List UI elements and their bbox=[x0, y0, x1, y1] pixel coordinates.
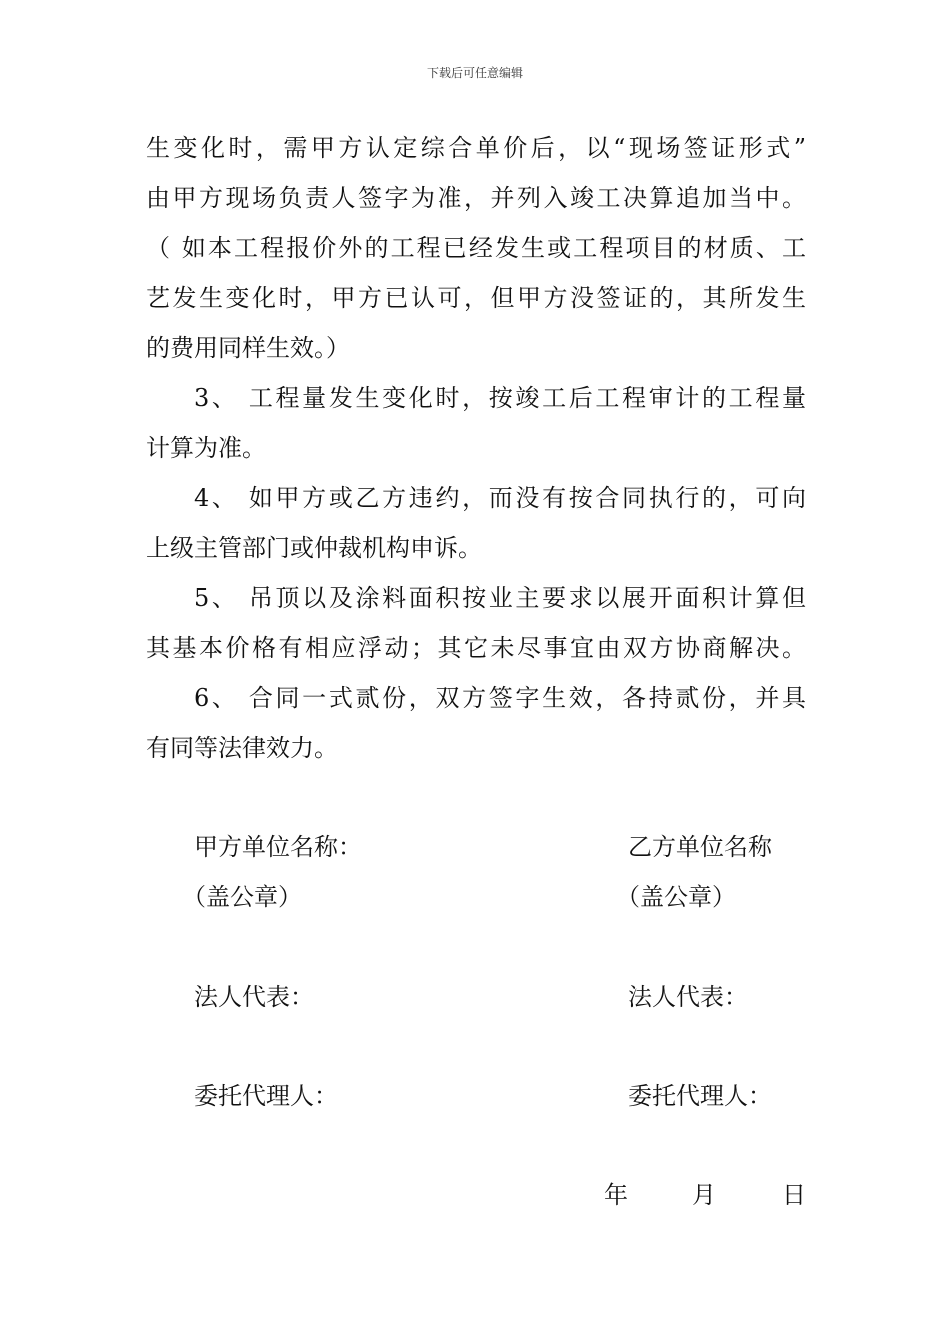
party-b-legal-rep-label: 法人代表： bbox=[628, 983, 748, 1011]
clause-5-line-2: 其基本价格有相应浮动；其它未尽事宜由双方协商解决。 bbox=[146, 634, 806, 662]
body-line-5: 的费用同样生效。） bbox=[146, 334, 350, 362]
body-line-1: 生变化时，需甲方认定综合单价后，以“现场签证形式” bbox=[146, 134, 806, 162]
party-a-agent-label: 委托代理人： bbox=[194, 1082, 338, 1110]
body-line-4: 艺发生变化时，甲方已认可，但甲方没签证的，其所发生 bbox=[146, 284, 806, 312]
clause-6-line-2: 有同等法律效力。 bbox=[146, 734, 338, 762]
party-b-seal-label: （盖公章） bbox=[616, 883, 736, 911]
date-year-label: 年 bbox=[604, 1181, 628, 1209]
date-month-label: 月 bbox=[692, 1181, 716, 1209]
clause-3-line-1: 3、 工程量发生变化时，按竣工后工程审计的工程量 bbox=[194, 384, 806, 412]
party-b-agent-label: 委托代理人： bbox=[628, 1082, 772, 1110]
body-line-3: （ 如本工程报价外的工程已经发生或工程项目的材质、工 bbox=[146, 234, 806, 262]
party-b-unit-name-label: 乙方单位名称 bbox=[628, 833, 772, 861]
date-day-label: 日 bbox=[782, 1181, 806, 1209]
page-header-note: 下载后可任意编辑 bbox=[426, 66, 523, 80]
clause-4-line-2: 上级主管部门或仲裁机构申诉。 bbox=[146, 534, 482, 562]
party-a-unit-name-label: 甲方单位名称： bbox=[194, 833, 362, 861]
party-a-seal-label: （盖公章） bbox=[182, 883, 302, 911]
party-a-legal-rep-label: 法人代表： bbox=[194, 983, 314, 1011]
clause-4-line-1: 4、 如甲方或乙方违约，而没有按合同执行的，可向 bbox=[194, 484, 806, 512]
clause-6-line-1: 6、 合同一式贰份，双方签字生效，各持贰份，并具 bbox=[194, 684, 806, 712]
clause-5-line-1: 5、 吊顶以及涂料面积按业主要求以展开面积计算但 bbox=[194, 584, 806, 612]
body-line-2: 由甲方现场负责人签字为准，并列入竣工决算追加当中。 bbox=[146, 184, 806, 212]
clause-3-line-2: 计算为准。 bbox=[146, 434, 266, 462]
